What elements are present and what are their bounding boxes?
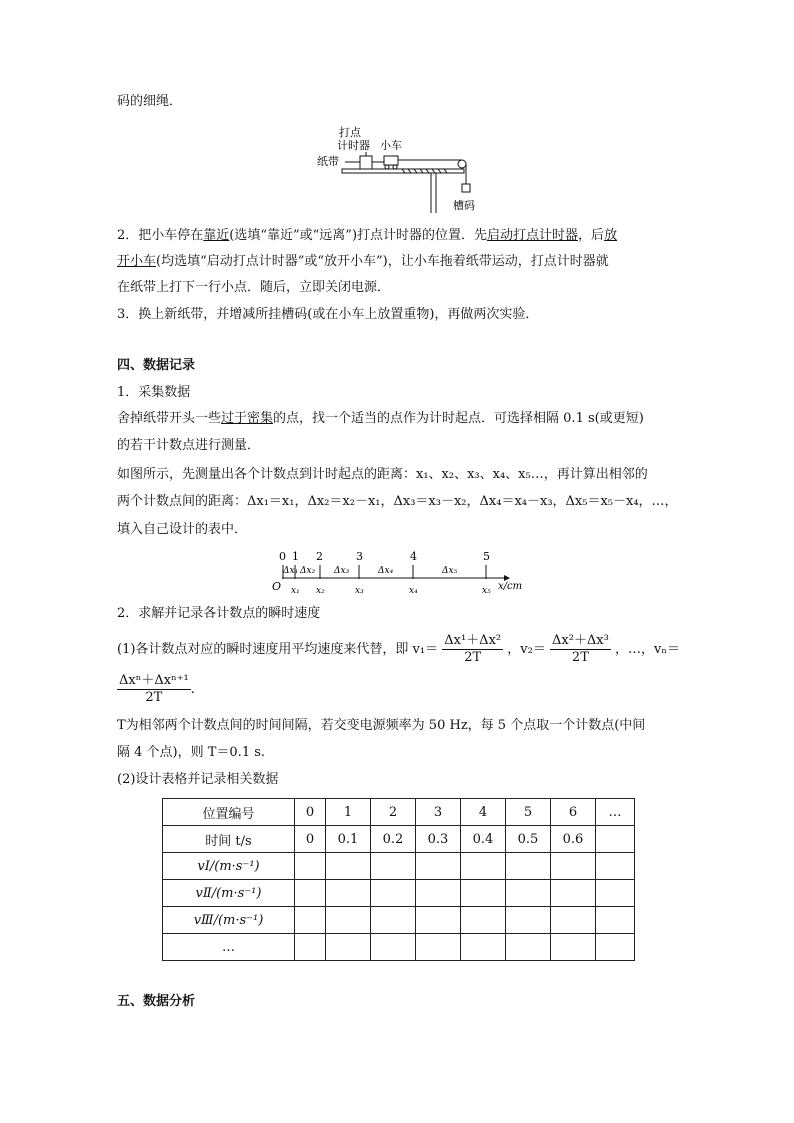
table-cell xyxy=(506,934,551,961)
section4-p3: 两个计数点间的距离：Δx₁＝x₁，Δx₂＝x₂－x₁，Δx₃＝x₃－x₂，Δx₄＝x₄－x₃，Δx₅＝x₅－x₄，…， xyxy=(117,494,678,509)
table-header-cell: … xyxy=(596,799,635,826)
table-cell xyxy=(416,934,461,961)
dx-label: Δx₁ xyxy=(283,566,299,576)
table-cell: 0.3 xyxy=(416,826,461,853)
table-header-cell: 1 xyxy=(326,799,371,826)
x-label: x₁ xyxy=(291,586,300,596)
label-cart: 小车 xyxy=(380,139,402,152)
table-cell xyxy=(295,880,326,907)
step2-line3: 在纸带上打下一行小点．随后，立即关闭电源． xyxy=(117,280,391,295)
table-cell xyxy=(596,934,635,961)
table-cell xyxy=(295,907,326,934)
table-row xyxy=(163,853,635,880)
data-table xyxy=(162,798,635,961)
table-cell xyxy=(326,934,371,961)
table-cell xyxy=(461,853,506,880)
x-label: x₄ xyxy=(409,586,418,596)
section4-p1: 舍掉纸带开头一些过于密集的点，找一个适当的点作为计时起点．可选择相隔 0.1 s(或更短) xyxy=(117,411,644,426)
answer-release-cart: 开小车 xyxy=(117,254,157,269)
x-label: x₂ xyxy=(316,586,325,596)
table-header-cell: 0 xyxy=(295,799,326,826)
section5-title: 五、数据分析 xyxy=(117,994,196,1009)
table-header-cell: 6 xyxy=(551,799,596,826)
section4-title: 四、数据记录 xyxy=(117,358,196,373)
point-number: 5 xyxy=(483,550,490,563)
table-cell xyxy=(596,853,635,880)
table-cell xyxy=(596,826,635,853)
table-cell xyxy=(326,853,371,880)
label-tape: 纸带 xyxy=(317,155,339,168)
step2-line2: 开小车(均选填“启动打点计时器”或“放开小车”)，让小车拖着纸带运动，打点计时器就 xyxy=(117,254,609,269)
axis-unit: x/cm xyxy=(498,581,523,592)
table-cell: 0.4 xyxy=(461,826,506,853)
table-row xyxy=(163,826,635,853)
section4-p1c: 的若干计数点进行测量． xyxy=(117,438,261,453)
section4-sub1: 1．采集数据 xyxy=(117,385,191,400)
table-cell: 0 xyxy=(295,826,326,853)
table-cell xyxy=(506,907,551,934)
table-row xyxy=(163,907,635,934)
answer-near: 靠近 xyxy=(203,228,230,243)
point-number: 1 xyxy=(292,550,299,563)
table-row xyxy=(163,880,635,907)
table-cell: 0.2 xyxy=(371,826,416,853)
point-number: 2 xyxy=(316,550,323,563)
fraction-v2: $\frac{\text{Δx²＋Δx³}}{2T}$ xyxy=(551,633,609,665)
table-cell xyxy=(326,880,371,907)
label-timer-2: 计时器 xyxy=(337,139,370,152)
section4-p4: 填入自己设计的表中． xyxy=(117,522,248,537)
table-cell xyxy=(551,934,596,961)
table-cell xyxy=(461,880,506,907)
table-cell xyxy=(461,934,506,961)
table-cell: vⅠ/(m·s⁻¹) xyxy=(163,853,295,880)
table-cell xyxy=(416,880,461,907)
section4-p5: (1)各计数点对应的瞬时速度用平均速度来代替，即 v₁＝ $\frac{\text{Δx¹＋Δx²}}{2T}$ ，v₂＝ $\frac{\text{Δx²＋Δx³}}{2T}$ ，…，vₙ＝ xyxy=(117,633,680,665)
table-cell: 0.1 xyxy=(326,826,371,853)
table-cell xyxy=(416,907,461,934)
intro-line: 码的细绳． xyxy=(117,94,183,109)
table-cell xyxy=(295,934,326,961)
table-cell xyxy=(506,853,551,880)
table-cell xyxy=(506,880,551,907)
origin-label: O xyxy=(272,580,282,593)
table-cell xyxy=(371,907,416,934)
fraction-vn: $\frac{\text{Δxⁿ＋Δxⁿ⁺¹}}{2T}$ xyxy=(119,673,189,705)
x-label: x₃ xyxy=(355,586,364,596)
dx-label: Δx₃ xyxy=(334,566,350,576)
table-header-row xyxy=(163,799,635,826)
table-cell: vⅢ/(m·s⁻¹) xyxy=(163,907,295,934)
dx-label: Δx₅ xyxy=(442,566,458,576)
table-cell: 时间 t/s xyxy=(163,826,295,853)
label-timer-1: 打点 xyxy=(339,126,361,139)
table-cell xyxy=(326,907,371,934)
table-header-cell: 4 xyxy=(461,799,506,826)
table-cell: vⅡ/(m·s⁻¹) xyxy=(163,880,295,907)
table-cell xyxy=(295,853,326,880)
section4-p2: 如图所示，先测量出各个计数点到计时起点的距离：x₁、x₂、x₃、x₄、x₅…，再计算出相邻的 xyxy=(117,467,648,482)
step2-line1: 2．把小车停在靠近(选填“靠近”或“远离”)打点计时器的位置．先启动打点计时器，后放 xyxy=(117,228,618,243)
point-number: 0 xyxy=(279,550,286,563)
table-cell xyxy=(596,880,635,907)
table-header-cell: 5 xyxy=(506,799,551,826)
table-header-cell: 2 xyxy=(371,799,416,826)
table-cell xyxy=(461,907,506,934)
section4-p7: T为相邻两个计数点间的时间间隔，若交变电源频率为 50 Hz，每 5 个点取一个计数点(中间 xyxy=(117,718,646,733)
dx-label: Δx₄ xyxy=(378,566,394,576)
step3-line: 3．换上新纸带，并增减所挂槽码(或在小车上放置重物)，再做两次实验． xyxy=(117,307,539,322)
table-cell xyxy=(551,907,596,934)
point-number: 4 xyxy=(410,550,417,563)
table-cell xyxy=(596,907,635,934)
table-cell: 0.6 xyxy=(551,826,596,853)
point-number: 3 xyxy=(356,550,363,563)
table-cell: 0.5 xyxy=(506,826,551,853)
table-row xyxy=(163,934,635,961)
tape-figure xyxy=(268,548,530,600)
section4-sub2: 2．求解并记录各计数点的瞬时速度 xyxy=(117,606,321,621)
table-cell xyxy=(371,934,416,961)
table-header-cell: 3 xyxy=(416,799,461,826)
table-header-cell: 位置编号 xyxy=(163,799,295,826)
table-cell xyxy=(371,880,416,907)
table-cell xyxy=(551,880,596,907)
answer-too-dense: 过于密集 xyxy=(221,411,274,426)
section4-p6: $\frac{\text{Δxⁿ＋Δxⁿ⁺¹}}{2T}$ . xyxy=(119,673,195,705)
section4-p9: (2)设计表格并记录相关数据 xyxy=(117,772,279,787)
dx-label: Δx₂ xyxy=(300,566,316,576)
table-cell: … xyxy=(163,934,295,961)
answer-start-timer: 启动打点计时器 xyxy=(487,228,579,243)
apparatus-figure xyxy=(312,122,492,214)
fraction-v1: $\frac{\text{Δx¹＋Δx²}}{2T}$ xyxy=(444,633,502,665)
section4-p8: 隔 4 个点)，则 T＝0.1 s. xyxy=(117,745,266,760)
label-weight: 槽码 xyxy=(453,199,475,212)
table-cell xyxy=(416,853,461,880)
x-label: x₅ xyxy=(482,586,491,596)
table-cell xyxy=(551,853,596,880)
table-cell xyxy=(371,853,416,880)
